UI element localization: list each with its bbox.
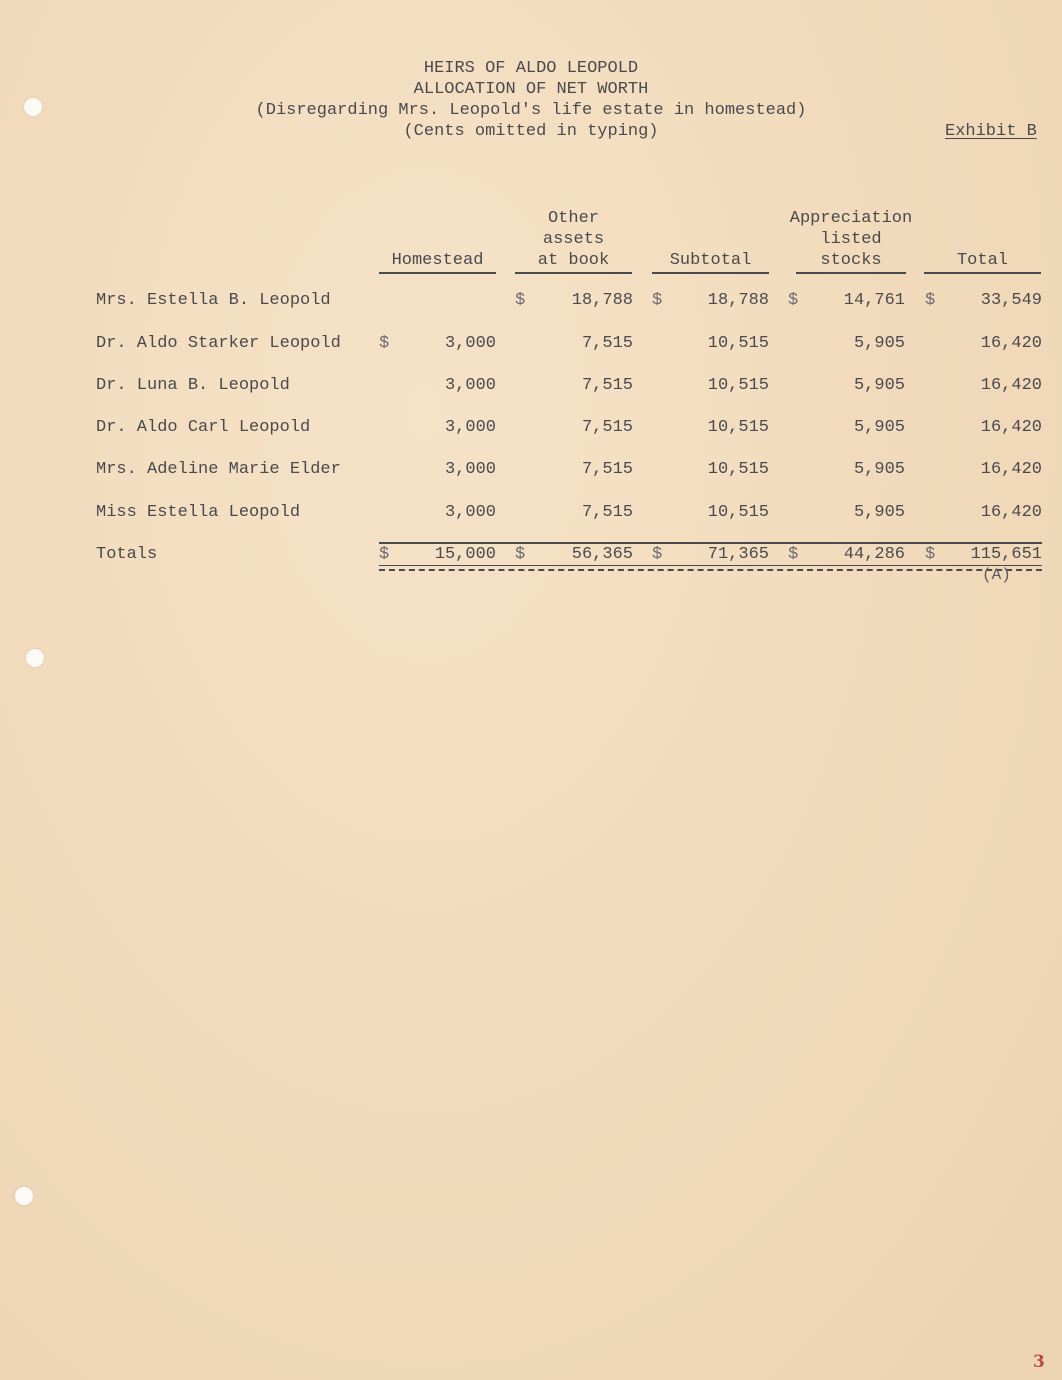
dollar-sign: $	[788, 545, 799, 564]
cell-homestead: 3,000	[444, 376, 496, 395]
dollar-sign: $	[379, 334, 390, 353]
totals-label: Totals	[96, 545, 158, 564]
totals-double-rule-upper	[379, 565, 1042, 566]
total-subtotal: 71,365	[707, 545, 769, 564]
cell-appreciation: 5,905	[853, 418, 905, 437]
row-name: Mrs. Estella B. Leopold	[96, 291, 331, 310]
cell-total: 16,420	[980, 376, 1042, 395]
cell-other-assets: 7,515	[581, 503, 633, 522]
dollar-sign: $	[925, 545, 936, 564]
document-title: HEIRS OF ALDO LEOPOLD	[423, 59, 639, 78]
cell-other-assets: 18,788	[571, 291, 633, 310]
cell-appreciation: 5,905	[853, 334, 905, 353]
document-subtitle: ALLOCATION OF NET WORTH	[413, 80, 649, 99]
dollar-sign: $	[515, 545, 526, 564]
document-note-cents: (Cents omitted in typing)	[403, 122, 659, 141]
row-name: Miss Estella Leopold	[96, 503, 301, 522]
binder-hole-bottom	[15, 1187, 33, 1205]
cell-subtotal: 10,515	[707, 376, 769, 395]
row-name: Mrs. Adeline Marie Elder	[96, 460, 341, 479]
cell-other-assets: 7,515	[581, 334, 633, 353]
total-appreciation: 44,286	[843, 545, 905, 564]
cell-appreciation: 5,905	[853, 460, 905, 479]
cell-homestead: 3,000	[444, 334, 496, 353]
total-grand: 115,651	[970, 545, 1042, 564]
binder-hole-middle	[26, 649, 44, 667]
cell-total: 16,420	[980, 418, 1042, 437]
totals-top-rule	[379, 542, 1042, 544]
cell-other-assets: 7,515	[581, 460, 633, 479]
cell-subtotal: 10,515	[707, 503, 769, 522]
col-header-appreciation: Appreciation listed stocks	[786, 208, 916, 274]
col-header-subtotal: Subtotal	[652, 250, 769, 274]
col-header-total: Total	[924, 250, 1041, 274]
cell-total: 16,420	[980, 460, 1042, 479]
dollar-sign: $	[788, 291, 799, 310]
total-other-assets: 56,365	[571, 545, 633, 564]
cell-appreciation: 5,905	[853, 503, 905, 522]
cell-total: 33,549	[980, 291, 1042, 310]
dollar-sign: $	[652, 291, 663, 310]
cell-total: 16,420	[980, 503, 1042, 522]
cell-homestead: 3,000	[444, 503, 496, 522]
page-number: 3	[1033, 1352, 1045, 1372]
document-header	[0, 58, 1062, 142]
footnote-marker: (A)	[982, 566, 1011, 584]
cell-other-assets: 7,515	[581, 376, 633, 395]
totals-double-rule-lower	[379, 569, 1042, 571]
cell-appreciation: 5,905	[853, 376, 905, 395]
cell-subtotal: 10,515	[707, 460, 769, 479]
cell-appreciation: 14,761	[843, 291, 905, 310]
row-name: Dr. Aldo Starker Leopold	[96, 334, 341, 353]
dollar-sign: $	[925, 291, 936, 310]
total-homestead: 15,000	[434, 545, 496, 564]
cell-subtotal: 10,515	[707, 334, 769, 353]
dollar-sign: $	[515, 291, 526, 310]
col-header-homestead: Homestead	[379, 250, 496, 274]
col-header-other-assets: Other assets at book	[515, 208, 632, 274]
cell-other-assets: 7,515	[581, 418, 633, 437]
cell-homestead: 3,000	[444, 418, 496, 437]
cell-homestead: 3,000	[444, 460, 496, 479]
dollar-sign: $	[652, 545, 663, 564]
document-note: (Disregarding Mrs. Leopold's life estate in homestead)	[255, 101, 807, 120]
exhibit-label: Exhibit B	[945, 122, 1037, 141]
cell-subtotal: 10,515	[707, 418, 769, 437]
row-name: Dr. Luna B. Leopold	[96, 376, 290, 395]
dollar-sign: $	[379, 545, 390, 564]
row-name: Dr. Aldo Carl Leopold	[96, 418, 311, 437]
cell-subtotal: 18,788	[707, 291, 769, 310]
cell-total: 16,420	[980, 334, 1042, 353]
